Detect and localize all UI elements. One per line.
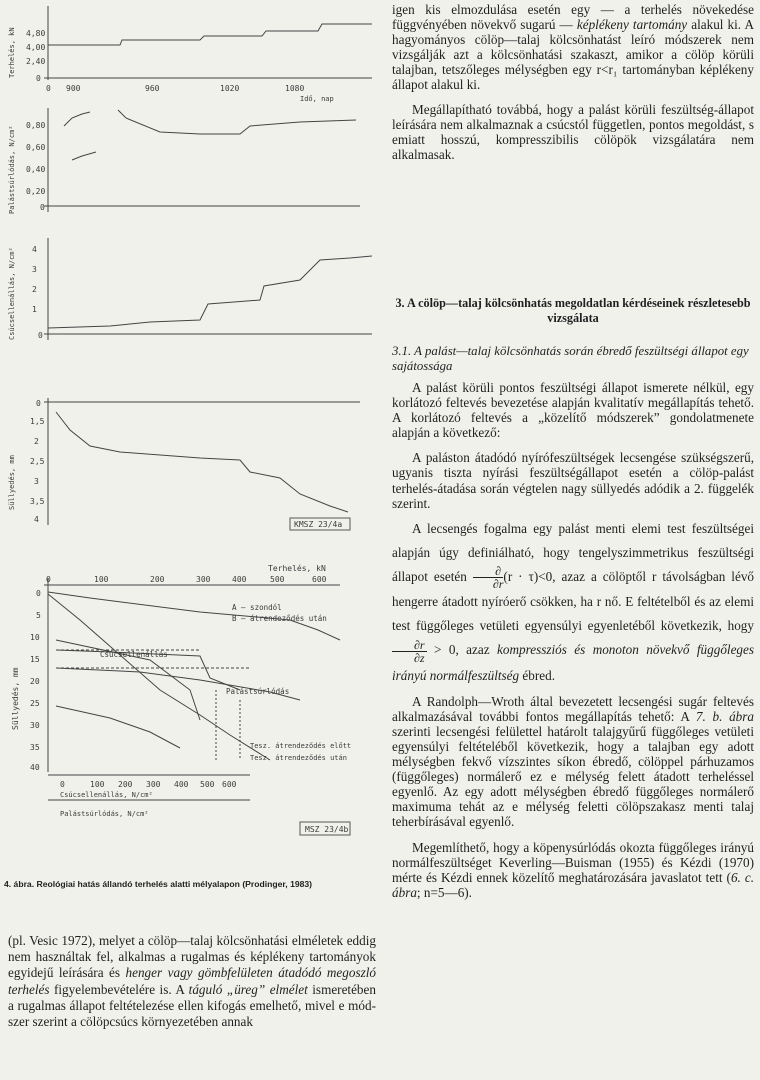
text-run: A lecsengés fogalma egy palást menti elemi test feszültségei alapján úgy definiálható, hogy tengelyszimmetrikus feszültségi állapot esetén bbox=[392, 520, 754, 584]
y1-label: Terhelés, kN bbox=[8, 27, 16, 78]
fraction-numerator: ∂r bbox=[392, 639, 427, 652]
text-run: ismeretében a rugalmas állapot feltételezése ellen kifogás emelhető, mivel e módszer szerint a cölöpcsúcs környezetében annak bbox=[8, 981, 376, 1030]
y2-label: Palástsúrlódás, N/cm² bbox=[8, 125, 16, 214]
partial-fraction-1 bbox=[473, 565, 504, 590]
annotation-tip: Csúcsellenállás bbox=[100, 650, 168, 659]
text-run: ébred. bbox=[519, 667, 556, 683]
y3-label: Csúcsellenállás, N/cm² bbox=[8, 247, 16, 340]
p4-tick: 0 bbox=[36, 399, 41, 408]
y4-label: Süllyedés, mm bbox=[8, 455, 16, 510]
text-run: ; n=5—6). bbox=[416, 884, 472, 900]
p3-tick: 0 bbox=[38, 331, 43, 340]
bottom-y-tick: 5 bbox=[36, 611, 41, 620]
p2-tick: 0 bbox=[40, 203, 45, 212]
paragraph-6 bbox=[392, 694, 754, 830]
paragraph-3: A palást körüli pontos feszültségi állapot ismerete nélkül, egy korlátozó feltevés bevezetése alapján kvalitatív megállapítás tehető. A korlátozó feltevés a „közelítő módszerek” gondolatmenete alapján a következő: bbox=[392, 380, 754, 441]
figure-4 bbox=[0, 0, 382, 875]
text-run: figyelembevételére is. A bbox=[49, 981, 189, 997]
bottom-top-tick: 300 bbox=[196, 575, 211, 584]
bottom-top-tick: 200 bbox=[150, 575, 165, 584]
bottom-y-tick: 35 bbox=[30, 743, 40, 752]
italic-run: táguló „üreg” elmélet bbox=[188, 981, 308, 997]
x-tick: 960 bbox=[145, 84, 160, 93]
stamp-top: KMSZ 23/4a bbox=[294, 520, 343, 529]
fraction-denominator: ∂z bbox=[414, 650, 425, 665]
p2-tick: 0,80 bbox=[26, 121, 46, 130]
bottom-y-tick: 10 bbox=[30, 633, 40, 642]
paragraph-5 bbox=[392, 517, 754, 688]
x-unit: Idő, nap bbox=[300, 95, 334, 103]
panel-shaft-friction bbox=[44, 108, 360, 212]
p3-tick: 3 bbox=[32, 265, 37, 274]
bottom-top-tick: 400 bbox=[232, 575, 247, 584]
section-heading: 3. A cölöp—talaj kölcsönhatás megoldatlan kérdéseinek részletesebb vizsgálata bbox=[395, 296, 751, 325]
text-run: (r · τ)<0, azaz a cölöptől r távolságban lévő hengerre átadott nyíróerő csökken, ha r nő. E feltételből és az elemi test függőleges vetületi egyensúlyi egyenletéből következik, hogy bbox=[392, 568, 755, 634]
text-run: > 0, azaz bbox=[434, 642, 490, 658]
legend-a: A – szondól bbox=[232, 603, 282, 612]
bottom-top-axis-title: Terhelés, kN bbox=[268, 564, 326, 573]
left-paragraph bbox=[8, 933, 376, 1030]
partial-fraction-2 bbox=[392, 639, 427, 664]
section-heading-block bbox=[392, 296, 754, 326]
p3-tick: 4 bbox=[32, 245, 37, 254]
p4-tick: 3 bbox=[34, 477, 39, 486]
text-run: Megemlíthető, hogy a köpenysúrlódás okozta függőleges irányú normálfeszültséget Keverling—Buisman (1955) és Kézdi (1970) mérte és Kézdi ennek közelítő meghatározására javaslatot tett ( bbox=[392, 839, 754, 885]
annotation-before: Tesz. átrendeződés előtt bbox=[250, 742, 352, 750]
paragraph-1 bbox=[392, 2, 754, 93]
text-run: (pl. Vesic 1972), melyet a cölöp—talaj kölcsönhatási elméletek eddig nem használtak fel, alkalmas a rugalmas és képlékeny tartományok egyidejű leírására és bbox=[8, 933, 376, 981]
annotation-shaft: Palástsúrlódás bbox=[226, 687, 290, 696]
p4-tick: 2 bbox=[34, 437, 39, 446]
bottom-ylabel: Süllyedés, mm bbox=[11, 667, 20, 730]
p3-tick: 1 bbox=[32, 305, 37, 314]
bottom-top-tick: 0 bbox=[46, 575, 51, 584]
paragraph-4: A paláston átadódó nyírófeszültségek lecsengése szükségszerű, ugyanis tiszta nyírási feszültségállapot esetén a cölöp-palást terhelés-átadása során végtelen nagy süllyedés adódik a 2. függelék szerint. bbox=[392, 450, 754, 511]
panel-load bbox=[44, 6, 372, 80]
bottom-top-tick: 500 bbox=[270, 575, 285, 584]
p1-tick: 0 bbox=[36, 74, 41, 83]
italic-run: 7. b. ábra bbox=[695, 708, 754, 724]
load-settlement-diagram bbox=[44, 578, 340, 800]
bottom-y-tick: 25 bbox=[30, 699, 40, 708]
p4-tick: 1,5 bbox=[30, 417, 45, 426]
paragraph-7 bbox=[392, 840, 754, 900]
p2-tick: 0,60 bbox=[26, 143, 46, 152]
bottom-y-tick: 0 bbox=[36, 589, 41, 598]
section-body bbox=[392, 344, 754, 900]
right-top-text bbox=[392, 2, 754, 162]
p4-tick: 3,5 bbox=[30, 497, 45, 506]
p3-tick: 2 bbox=[32, 285, 37, 294]
bottom-y-tick: 15 bbox=[30, 655, 40, 664]
panel-tip-resistance bbox=[44, 238, 372, 340]
bottom-label-tip: Csúcsellenállás, N/cm² bbox=[60, 791, 153, 799]
bottom-label-shaft: Palástsúrlódás, N/cm² bbox=[60, 810, 149, 818]
paragraph-2: Megállapítható továbbá, hogy a palást körüli feszültség-állapot leírására nem alkalmaznak a csúcstól független, pontos megoldást, s emiatt hosszú, kompresszibilis cölöpök vizsgálatára nem alkalmasak. bbox=[392, 101, 754, 162]
legend-b: B – átrendeződés után bbox=[232, 614, 327, 623]
subsection-heading: 3.1. A palást—talaj kölcsönhatás során ébredő feszültségi állapot egy sajátossága bbox=[392, 344, 749, 373]
fraction-denominator: ∂r bbox=[492, 577, 504, 592]
p4-tick: 4 bbox=[34, 515, 39, 524]
bottom-tick: 200 bbox=[118, 780, 133, 789]
italic-run: henger vagy gömbfelületen átadódó megoszló terhelés bbox=[8, 965, 376, 997]
bottom-top-tick: 600 bbox=[312, 575, 327, 584]
p1-tick: 4,80 bbox=[26, 29, 46, 38]
bottom-tick: 300 bbox=[146, 780, 161, 789]
bottom-y-tick: 20 bbox=[30, 677, 40, 686]
figure-caption: 4. ábra. Reológiai hatás állandó terhelés alatti mélyalapon (Prodinger, 1983) bbox=[4, 879, 313, 889]
x-tick: 1080 bbox=[285, 84, 305, 93]
x-tick: 0 bbox=[46, 84, 51, 93]
p1-tick: 4,00 bbox=[26, 43, 46, 52]
bottom-tick: 400 bbox=[174, 780, 189, 789]
stamp-bottom: MSZ 23/4b bbox=[305, 825, 349, 834]
bottom-tick: 100 bbox=[90, 780, 105, 789]
x-tick: 1020 bbox=[220, 84, 240, 93]
p2-tick: 0,20 bbox=[26, 187, 46, 196]
x-tick: 900 bbox=[66, 84, 81, 93]
italic-run: 6. c. ábra bbox=[392, 869, 754, 900]
text-run: A Randolph—Wroth által bevezetett lecsengési sugár feltevés alkalmazásával további fontos megállapítás tehető: A bbox=[392, 693, 754, 724]
p2-tick: 0,40 bbox=[26, 165, 46, 174]
fraction-numerator: ∂ bbox=[473, 565, 504, 578]
annotation-after: Tesz. átrendeződés után bbox=[250, 754, 347, 762]
text-run: alakul ki. A hagyományos cölöp—talaj kölcsönhatást leíró módszerek nem vizsgálják azt a kölcsönhatási szakaszt, amikor a cölöp körüli talajban, tetszőleges mélységben egy r<r₁ tartományban képlékeny állapot alakul ki. bbox=[392, 17, 754, 93]
bottom-tick: 600 bbox=[222, 780, 237, 789]
italic-run: képlékeny tartomány bbox=[576, 17, 688, 33]
p4-tick: 2,5 bbox=[30, 457, 45, 466]
bottom-top-tick: 100 bbox=[94, 575, 109, 584]
bottom-tick: 500 bbox=[200, 780, 215, 789]
bottom-tick: 0 bbox=[60, 780, 65, 789]
bottom-y-tick: 30 bbox=[30, 721, 40, 730]
p1-tick: 2,40 bbox=[26, 57, 46, 66]
text-run: szerinti lecsengési felülettel határolt talajgyűrű függőleges vetületi egyensúlyi feltételéből következik, hogy a talajban egy adott mélységben fekvő vízszintes síkon ébredő, cölöppel párhuzamos (függőleges) normálerő ez e mélység felett átadott terheléssel egyenlő. Az egy adott mélységben ébredő függőleges normálerő maximuma tehát az e mélység feletti cölöpszakasz menti talaj teherbírásával egyenlő. bbox=[392, 723, 754, 830]
italic-run: kompressziós és monoton növekvő függőleges irányú normálfeszültség bbox=[392, 642, 755, 683]
bottom-y-tick: 40 bbox=[30, 763, 40, 772]
text-run: igen kis elmozdulása esetén egy — a terhelés növekedése függvényében növekvő sugarú — bbox=[392, 2, 754, 33]
panel-settlement bbox=[44, 398, 360, 525]
